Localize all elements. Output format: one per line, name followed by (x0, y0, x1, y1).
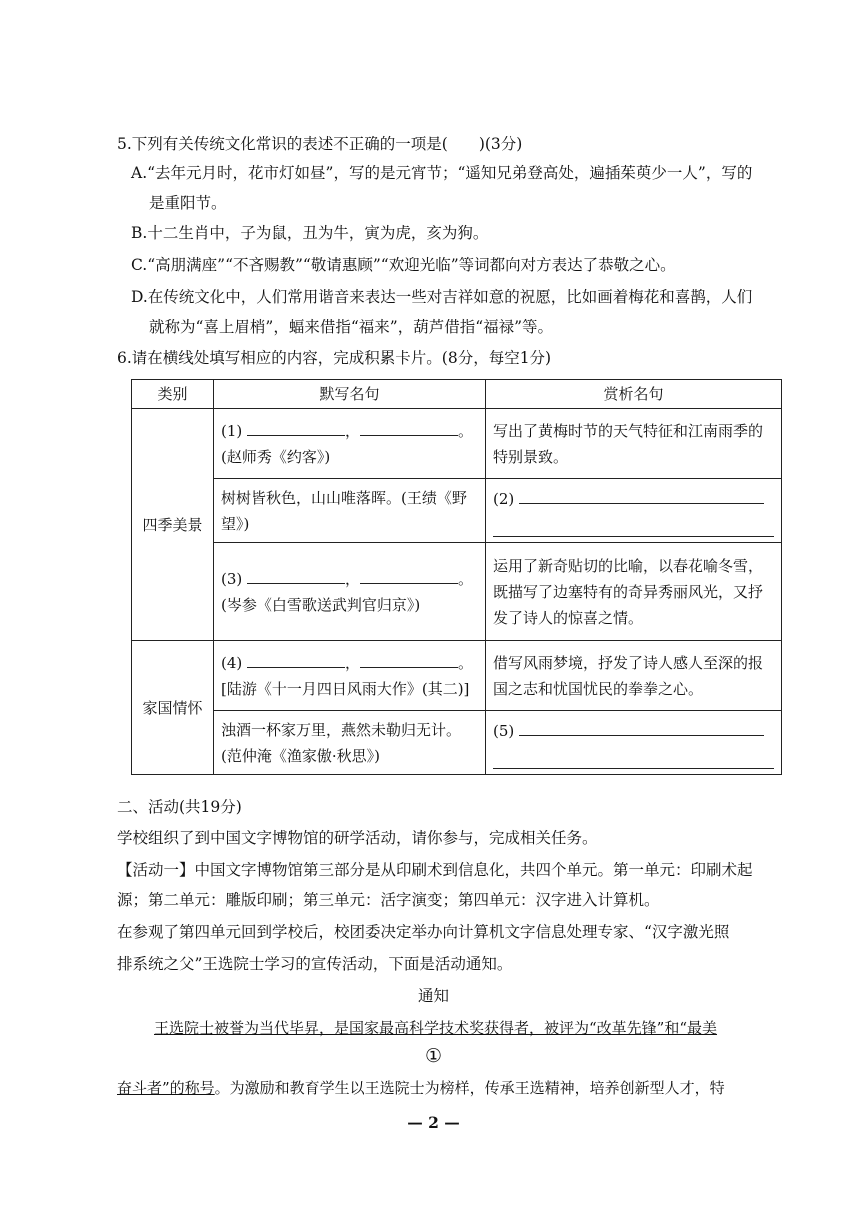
option-a-line1: A.“去年元月时，花市灯如昼”，写的是元宵节；“遥知兄弟登高处，遍插茱萸少一人”，写的 (131, 164, 753, 182)
dictation-cell-4: (4) ， 。 [陆游《十一月四日风雨大作》(其二)] (214, 641, 486, 711)
visit-line2: 排系统之父”王选院士学习的宣传活动，下面是活动通知。 (117, 955, 513, 973)
notice-line2 (117, 1076, 725, 1100)
answer-blank-3a[interactable] (247, 565, 345, 584)
activity-1-line2: 源；第二单元：雕版印刷；第三单元：活字演变；第四单元：汉字进入计算机。 (117, 891, 660, 909)
dictation-cell-5: 浊酒一杯家万里，燕然未勒归无计。(范仲淹《渔家傲·秋思》) (214, 711, 486, 775)
question-6-stem: 6.请在横线处填写相应的内容，完成积累卡片。(8分，每空1分) (117, 349, 552, 367)
appreciation-cell-2: (2) (486, 479, 782, 543)
option-b: B.十二生肖中，子为鼠，丑为牛，寅为虎，亥为狗。 (131, 224, 489, 242)
appreciation-cell-5: (5) (486, 711, 782, 775)
source-4: [陆游《十一月四日风雨大作》(其二)] (221, 680, 470, 698)
appreciation-cell-3: 运用了新奇贴切的比喻，以春花喻冬雪，既描写了边塞特有的奇异秀丽风光，又抒发了诗人的惊喜之情。 (486, 543, 782, 641)
answer-blank-2a[interactable] (519, 485, 764, 504)
page-number: — 2 — (407, 1113, 460, 1132)
category-homeland: 家国情怀 (132, 641, 214, 775)
notice-line1: 王选院士被誉为当代毕昇，是国家最高科学技术奖获得者，被评为“改革先锋”和“最美 (154, 1019, 718, 1037)
section-2-title: 二、活动(共19分) (117, 798, 242, 816)
header-appreciation: 赏析名句 (486, 380, 782, 409)
dictation-cell-2: 树树皆秋色，山山唯落晖。(王绩《野望》) (214, 479, 486, 543)
marker-circled-1: ① (424, 1045, 443, 1067)
table-row (132, 409, 782, 479)
answer-blank-2b[interactable] (493, 512, 774, 537)
notice-title: 通知 (417, 987, 449, 1005)
table-row (132, 711, 782, 775)
accumulation-card-table (131, 379, 782, 775)
category-seasons: 四季美景 (132, 409, 214, 641)
option-c: C.“高朋满座”“不吝赐教”“敬请惠顾”“欢迎光临”等词都向对方表达了恭敬之心。 (131, 256, 676, 274)
table-row (132, 543, 782, 641)
appreciation-cell-1: 写出了黄梅时节的天气特征和江南雨季的特别景致。 (486, 409, 782, 479)
table-row (132, 479, 782, 543)
visit-line1: 在参观了第四单元回到学校后，校团委决定举办向计算机文字信息处理专家、“汉字激光照 (117, 923, 730, 941)
option-a-line2: 是重阳节。 (149, 194, 227, 212)
table-header-row (132, 380, 782, 409)
table-row (132, 641, 782, 711)
activity-1-line1: 【活动一】中国文字博物馆第三部分是从印刷术到信息化，共四个单元。第一单元：印刷术起 (117, 861, 753, 879)
section-2-intro: 学校组织了到中国文字博物馆的研学活动，请你参与，完成相关任务。 (117, 829, 598, 847)
appreciation-cell-4: 借写风雨梦境，抒发了诗人感人至深的报国之志和忧国忧民的拳拳之心。 (486, 641, 782, 711)
header-category: 类别 (132, 380, 214, 409)
notice-line2-rest: 。为激励和教育学生以王选院士为榜样，传承王选精神，培养创新型人才，特 (214, 1079, 725, 1097)
answer-blank-3b[interactable] (360, 565, 458, 584)
source-1: (赵师秀《约客》) (221, 448, 331, 466)
dictation-cell-3: (3) ， 。 (岑参《白雪歌送武判官归京》) (214, 543, 486, 641)
answer-blank-1b[interactable] (360, 417, 458, 436)
notice-line2-underlined: 奋斗者”的称号 (117, 1079, 215, 1097)
answer-blank-4a[interactable] (247, 649, 345, 668)
dictation-cell-1: (1) ， 。 (赵师秀《约客》) (214, 409, 486, 479)
answer-blank-5a[interactable] (519, 717, 764, 736)
answer-blank-4b[interactable] (360, 649, 458, 668)
header-dictation: 默写名句 (214, 380, 486, 409)
option-d-line2: 就称为“喜上眉梢”，蝠来借指“福来”，葫芦借指“福禄”等。 (149, 318, 554, 336)
question-5-stem: 5.下列有关传统文化常识的表述不正确的一项是( )(3分) (117, 135, 523, 153)
answer-blank-5b[interactable] (493, 744, 774, 769)
answer-blank-1a[interactable] (247, 417, 345, 436)
source-3: (岑参《白雪歌送武判官归京》) (221, 596, 421, 614)
option-d-line1: D.在传统文化中，人们常用谐音来表达一些对吉祥如意的祝愿，比如画着梅花和喜鹊，人们 (131, 288, 753, 306)
